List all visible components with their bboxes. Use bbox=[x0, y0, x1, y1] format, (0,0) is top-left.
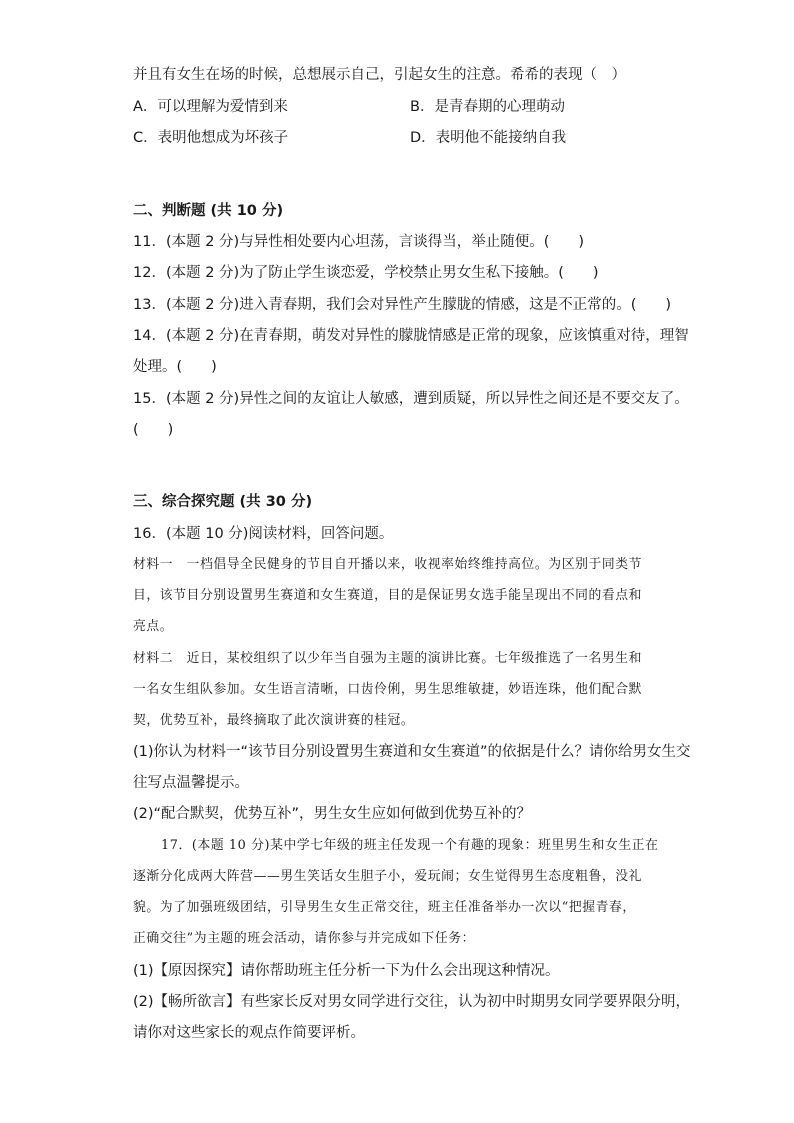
q17-text-line: 17．(本题 10 分)某中学七年级的班主任发现一个有趣的现象：班里男生和女生正在 bbox=[161, 838, 659, 853]
q14-line1: 14．(本题 2 分)在青春期，萌发对异性的朦胧情感是正常的现象，应该慎重对待，理智 bbox=[133, 328, 689, 344]
q17-task-2-line2: 请你对这些家长的观点作简要评析。 bbox=[133, 1025, 365, 1041]
q16-material-line: 一名女生组队参加。女生语言清晰，口齿伶俐，男生思维敏捷，妙语连珠，他们配合默 bbox=[133, 682, 643, 697]
q16-material-line: 亮点。 bbox=[133, 619, 174, 634]
q15-line2: ( ) bbox=[133, 422, 174, 438]
q17-text-line: 逐渐分化成两大阵营——男生笑话女生胆子小，爱玩闹；女生觉得男生态度粗鲁，没礼 bbox=[133, 869, 643, 884]
q15-line1: 15．(本题 2 分)异性之间的友谊让人敏感，遭到质疑，所以异性之间还是不要交友了。 bbox=[133, 391, 689, 407]
q16-material-line: 材料一 一档倡导全民健身的节目自开播以来，收视率始终维持高位。为区别于同类节 bbox=[133, 557, 643, 572]
q17-task-1: (1)【原因探究】请你帮助班主任分析一下为什么会出现这种情况。 bbox=[133, 963, 560, 979]
q12: 12．(本题 2 分)为了防止学生谈恋爱，学校禁止男女生私下接触。( ) bbox=[133, 265, 599, 281]
q10-option-a: A．可以理解为爱情到来 bbox=[133, 99, 288, 115]
q10-option-b: B．是青春期的心理萌动 bbox=[410, 99, 565, 115]
section3-heading: 三、综合探究题 (共 30 分) bbox=[133, 494, 313, 510]
q16-material-line: 材料二 近日，某校组织了以少年当自强为主题的演讲比赛。七年级推选了一名男生和 bbox=[133, 651, 643, 666]
q16-question-1-line1: (1)你认为材料一“该节目分别设置男生赛道和女生赛道”的依据是什么？请你给男女生交 bbox=[133, 744, 691, 760]
q13: 13．(本题 2 分)进入青春期，我们会对异性产生朦胧的情感，这是不正常的。( ) bbox=[133, 297, 672, 313]
q16-title: 16．(本题 10 分)阅读材料，回答问题。 bbox=[133, 526, 394, 542]
q16-question-2: (2)“配合默契，优势互补”，男生女生应如何做到优势互补的？ bbox=[133, 806, 532, 822]
section2-heading: 二、判断题 (共 10 分) bbox=[133, 203, 284, 219]
q10-option-d: D．表明他不能接纳自我 bbox=[410, 130, 567, 146]
q11: 11．(本题 2 分)与异性相处要内心坦荡，言谈得当，举止随便。( ) bbox=[133, 234, 585, 250]
q16-material-line: 契，优势互补，最终摘取了此次演讲赛的桂冠。 bbox=[133, 713, 415, 728]
q14-line2: 处理。( ) bbox=[133, 359, 217, 375]
q10-option-c: C．表明他想成为坏孩子 bbox=[133, 130, 289, 146]
q17-text-line: 貌。为了加强班级团结，引导男生女生正常交往，班主任准备举办一次以“把握青春， bbox=[133, 900, 636, 915]
q17-task-2-line1: (2)【畅所欲言】有些家长反对男女同学进行交往，认为初中时期男女同学要界限分明， bbox=[133, 994, 691, 1010]
q16-material-line: 目，该节目分别设置男生赛道和女生赛道，目的是保证男女选手能呈现出不同的看点和 bbox=[133, 588, 643, 603]
q16-question-1-line2: 往写点温馨提示。 bbox=[133, 775, 249, 791]
q17-text-line: 正确交往”为主题的班会活动，请你参与并完成如下任务： bbox=[133, 931, 476, 946]
q10-stem: 并且有女生在场的时候，总想展示自己，引起女生的注意。希希的表现（ ） bbox=[133, 67, 626, 83]
